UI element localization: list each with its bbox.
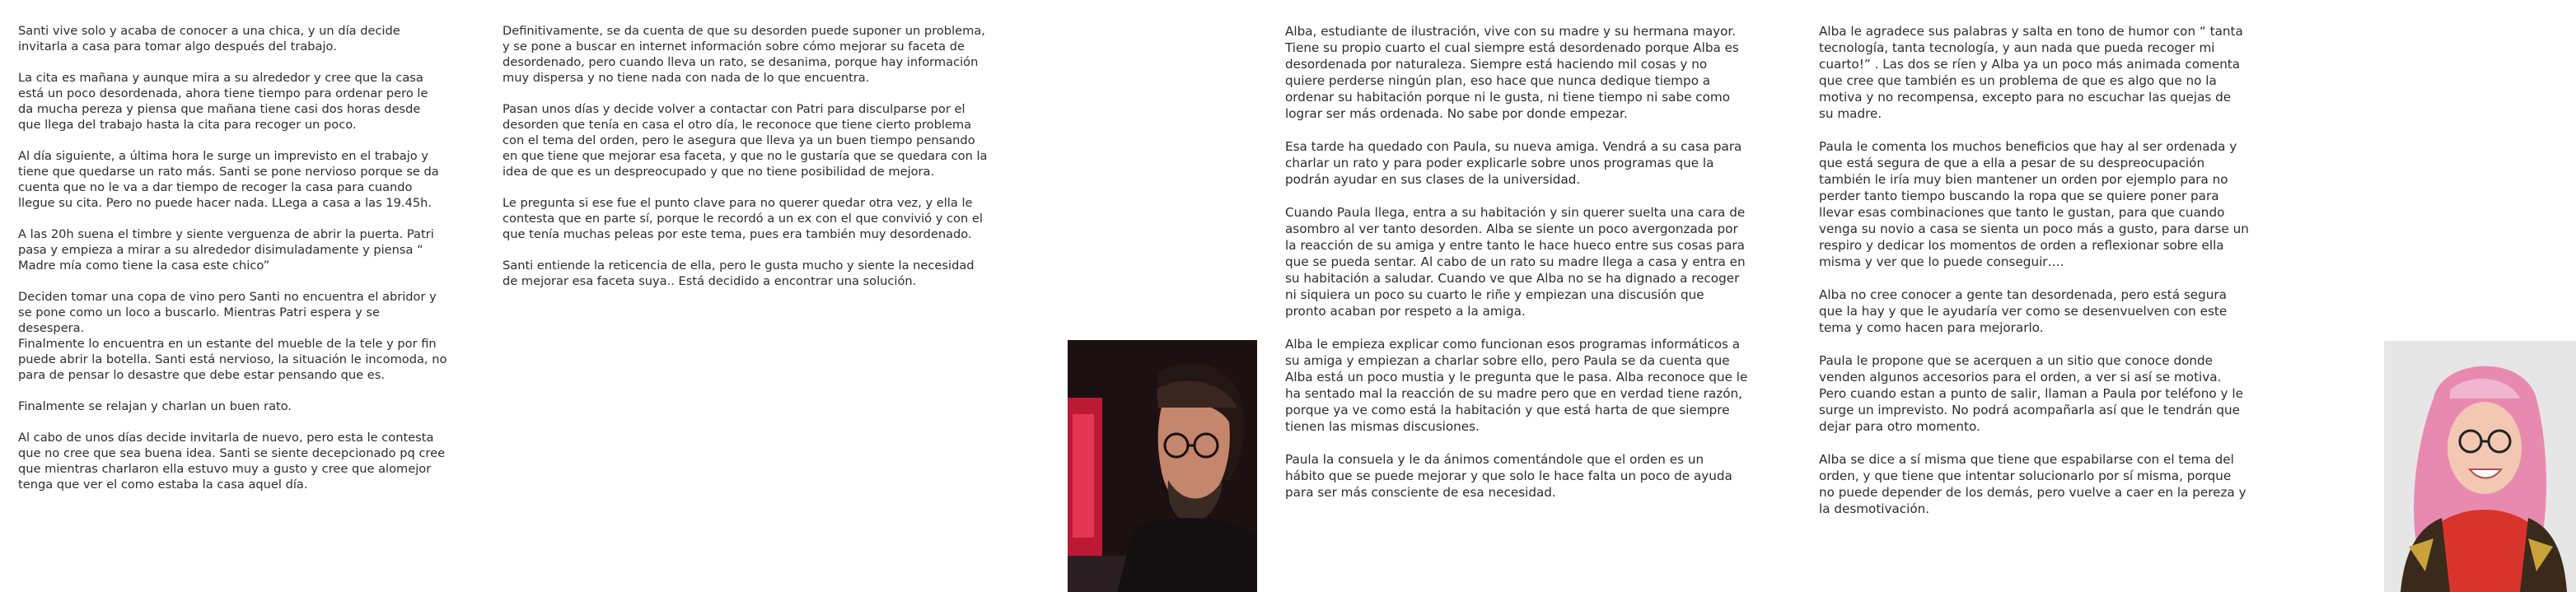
santi-col1-paragraph-8 [18,430,479,492]
text-line: dejar para otro momento. [1819,419,1980,434]
alba-col1-paragraph-5 [1285,451,1763,501]
text-line: Pasan unos días y decide volver a contactar con Patri para disculparse por el [503,102,965,116]
text-line: Al cabo de unos días decide invitarla de nuevo, pero esta le contesta [18,431,434,445]
text-line: Alba le empieza explicar como funcionan esos programas informáticos a [1285,337,1741,352]
text-line: venden algunos accesorios para el orden, a ver si así se motiva. [1819,370,2222,385]
text-line: Al día siguiente, a última hora le surge un imprevisto en el trabajo y [18,149,428,163]
santi-col1-paragraph-3 [18,148,479,211]
alba-col2-paragraph-4 [1819,352,2288,435]
text-line: pasa y empieza a mirar a su alrededor disimuladamente y piensa “ [18,243,423,257]
text-line: que llega del trabajo hasta la cita para recoger un poco. [18,118,357,132]
text-line: desordenada por naturaleza. Siempre está haciendo mil cosas y no [1285,57,1708,72]
text-line: de mejorar esa faceta suya.. Está decidido a encontrar una solución. [503,274,917,288]
text-line: puede abrir la botella. Santi está nervioso, la situación le incomoda, no [18,352,447,366]
santi-col1-paragraph-7 [18,399,479,414]
text-line: su madre. [1819,106,1882,121]
text-line: desespera. [18,321,85,335]
story-santi-column-1 [18,23,479,508]
text-line: Paula la consuela y le da ánimos comentándole que el orden es un [1285,452,1704,467]
text-line: idea de que es un despreocupado y que no tiene posibilidad de mejora. [503,165,935,179]
text-line: para ser más consciente de esa necesidad. [1285,485,1556,500]
alba-photo [2384,341,2576,592]
text-line: La cita es mañana y aunque mira a su alrededor y cree que la casa [18,71,423,85]
alba-col1-paragraph-2 [1285,138,1763,188]
text-line: Alba está un poco mustia y le pregunta que le pasa. Alba reconoce que le [1285,370,1748,385]
text-line: ha sentado mal la reacción de su madre pero que en verdad tiene razón, [1285,386,1742,401]
text-line: que cree que también es un problema de que es algo que no la [1819,73,2217,88]
text-line: la reacción de su amiga y entre tanto le hace hueco entre sus cosas para [1285,238,1745,253]
text-line: y se pone a buscar en internet información sobre cómo mejorar su faceta de [503,40,965,54]
text-line: cuenta que no le va a dar tiempo de recoger la casa para cuando [18,180,413,194]
text-line: que se pueda sentar. Al cabo de un rato su madre llega a casa y entra en [1285,254,1746,269]
alba-col1-paragraph-4 [1285,336,1763,435]
text-line: Finalmente lo encuentra en un estante del mueble de la tele y por fin [18,337,437,351]
story-alba-column-2 [1819,23,2288,534]
text-line: quiere perderse ningún plan, eso hace que nunca dedique tiempo a [1285,73,1711,88]
text-line: su habitación a saludar. Cuando ve que Alba no se ha dignado a recoger [1285,271,1740,286]
text-line: charlar un rato y para poder explicarle sobre unos programas que la [1285,156,1714,170]
text-line: su amiga y empiezan a charlar sobre ello, pero Paula se da cuenta que [1285,353,1730,368]
text-line: Definitivamente, se da cuenta de que su desorden puede suponer un problema, [503,24,985,38]
text-line: Santi vive solo y acaba de conocer a una chica, y un día decide [18,24,400,38]
text-line: Finalmente se relajan y charlan un buen rato. [18,399,292,413]
text-line: orden, y que tiene que intentar solucionarlo por sí misma, porque [1819,468,2232,483]
text-line: invitarla a casa para tomar algo después del trabajo. [18,40,337,54]
text-line: surge un imprevisto. No podrá acompañarla así que le tendrán que [1819,403,2240,417]
text-line: ni siquiera un poco su cuarto le riñe y empiezan una discusión que [1285,287,1704,302]
text-line: respiro y dedicar los momentos de orden a reflexionar sobre ella [1819,238,2224,253]
text-line: hábito que se puede mejorar y que solo le hace falta un poco de ayuda [1285,468,1732,483]
alba-col2-paragraph-1 [1819,23,2288,122]
text-line: motiva y no recompensa, excepto para no escuchar las quejas de [1819,90,2232,105]
text-line: tienen las mismas discusiones. [1285,419,1480,434]
text-line: Esa tarde ha quedado con Paula, su nueva amiga. Vendrá a su casa para [1285,139,1742,154]
text-line: Deciden tomar una copa de vino pero Santi no encuentra el abridor y [18,290,437,304]
text-line: llegue su cita. Pero no puede hacer nada. LLega a casa a las 19.45h. [18,196,432,210]
santi-col1-paragraph-1 [18,23,479,54]
text-line: pronto acaban por respeto a la amiga. [1285,304,1526,319]
text-line: Cuando Paula llega, entra a su habitación y sin querer suelta una cara de [1285,205,1746,220]
alba-col2-paragraph-2 [1819,138,2288,270]
santi-col2-paragraph-1 [503,23,1013,86]
text-line: que tenía muchas peleas por este tema, pues era también muy desordenado. [503,227,972,241]
text-line: está un poco desordenada, ahora tiene tiempo para ordenar pero le [18,86,428,100]
text-line: se pone como un loco a buscarlo. Mientras Patri espera y se [18,305,380,319]
text-line: misma y ver que lo puede conseguir…. [1819,254,2064,269]
text-line: Tiene su propio cuarto el cual siempre está desordenado porque Alba es [1285,40,1739,55]
text-line: podrán ayudar en sus clases de la universidad. [1285,172,1581,187]
text-line: porque ya ve como está la habitación y que está harta de que siempre [1285,403,1730,417]
text-line: Paula le propone que se acerquen a un sitio que conoce donde [1819,353,2213,368]
alba-col1-paragraph-3 [1285,204,1763,319]
text-line: tenga que ver el como estaba la casa aquel día. [18,478,308,492]
text-line: Alba no cree conocer a gente tan desordenada, pero está segura [1819,287,2227,302]
text-line: llevar esas combinaciones que tanto le gustan, para que cuando [1819,205,2225,220]
text-line: para de pensar lo desastre que debe estar pensando que es. [18,368,385,382]
text-line: tecnología, tanta tecnología, y aun nada que pueda recoger mi [1819,40,2215,55]
text-line: que mientras charlaron ella estuvo muy a gusto y cree que alomejor [18,462,432,476]
text-line: desorden que tenía en casa el otro día, le reconoce que tiene cierto problema [503,118,972,132]
text-line: la desmotivación. [1819,501,1930,516]
text-line: también le iría muy bien mantener un orden por ejemplo para no [1819,172,2228,187]
santi-photo [1068,340,1257,592]
text-line: desordenado, pero cuando lleva un rato, se desanima, porque hay información [503,55,979,69]
text-line: Alba le agradece sus palabras y salta en tono de humor con “ tanta [1819,24,2243,39]
text-line: ordenar su habitación porque ni le gusta, ni tiene tiempo ni sabe como [1285,90,1730,105]
text-line: Alba se dice a sí misma que tiene que espabilarse con el tema del [1819,452,2234,467]
alba-col2-paragraph-3 [1819,287,2288,336]
text-line: Santi entiende la reticencia de ella, pero le gusta mucho y siente la necesidad [503,259,975,273]
text-line: cuarto!” . Las dos se ríen y Alba ya un poco más animada comenta [1819,57,2241,72]
story-alba-column-1 [1285,23,1763,517]
text-line: que la hay y que le ayudaría ver como se desenvuelven con este [1819,304,2228,319]
text-line: con el tema del orden, pero le asegura que lleva ya un buen tiempo pensando [503,133,975,147]
text-line: asombro al ver tanto desorden. Alba se siente un poco avergonzada por [1285,221,1738,236]
text-line: contesta que en parte sí, porque le recordó a un ex con el que convivió y con el [503,212,983,226]
santi-col1-paragraph-5 [18,289,479,336]
text-line: Alba, estudiante de ilustración, vive con su madre y su hermana mayor. [1285,24,1737,39]
text-line: no puede depender de los demás, pero vuelve a caer en la pereza y [1819,485,2246,500]
text-line: en que tiene que mejorar esa faceta, y que no le gustaría que se quedara con la [503,149,988,163]
text-line: que está segura de que a ella a pesar de su despreocupación [1819,156,2205,170]
text-line: A las 20h suena el timbre y siente verguenza de abrir la puerta. Patri [18,227,434,241]
santi-col1-paragraph-6 [18,336,479,383]
santi-col2-paragraph-3 [503,195,1013,242]
text-line: Le pregunta si ese fue el punto clave para no querer quedar otra vez, y ella le [503,196,973,210]
santi-col1-paragraph-2 [18,70,479,133]
text-line: Pero cuando estan a punto de salir, llaman a Paula por teléfono y le [1819,386,2243,401]
santi-col2-paragraph-2 [503,101,1013,179]
santi-col2-paragraph-4 [503,258,1013,289]
alba-col2-paragraph-5 [1819,451,2288,517]
text-line: venga su novio a casa se sienta un poco más a gusto, para darse un [1819,221,2249,236]
santi-col1-paragraph-4 [18,226,479,273]
story-santi-column-2 [503,23,1013,305]
text-line: tema y como hacen para mejorarlo. [1819,320,2044,335]
text-line: muy dispersa y no tiene nada con nada de lo que encuentra. [503,71,870,85]
text-line: que no cree que sea buena idea. Santi se siente decepcionado pq cree [18,446,446,460]
text-line: Paula le comenta los muchos beneficios que hay al ser ordenada y [1819,139,2237,154]
alba-col1-paragraph-1 [1285,23,1763,122]
text-line: da mucha pereza y piensa que mañana tiene casi dos horas desde [18,102,421,116]
text-line: Madre mía como tiene la casa este chico” [18,259,270,273]
text-line: tiene que quedarse un rato más. Santi se pone nervioso porque se da [18,165,439,179]
text-line: lograr ser más ordenada. No sabe por donde empezar. [1285,106,1628,121]
text-line: perder tanto tiempo buscando la ropa que se quiere poner para [1819,189,2219,203]
